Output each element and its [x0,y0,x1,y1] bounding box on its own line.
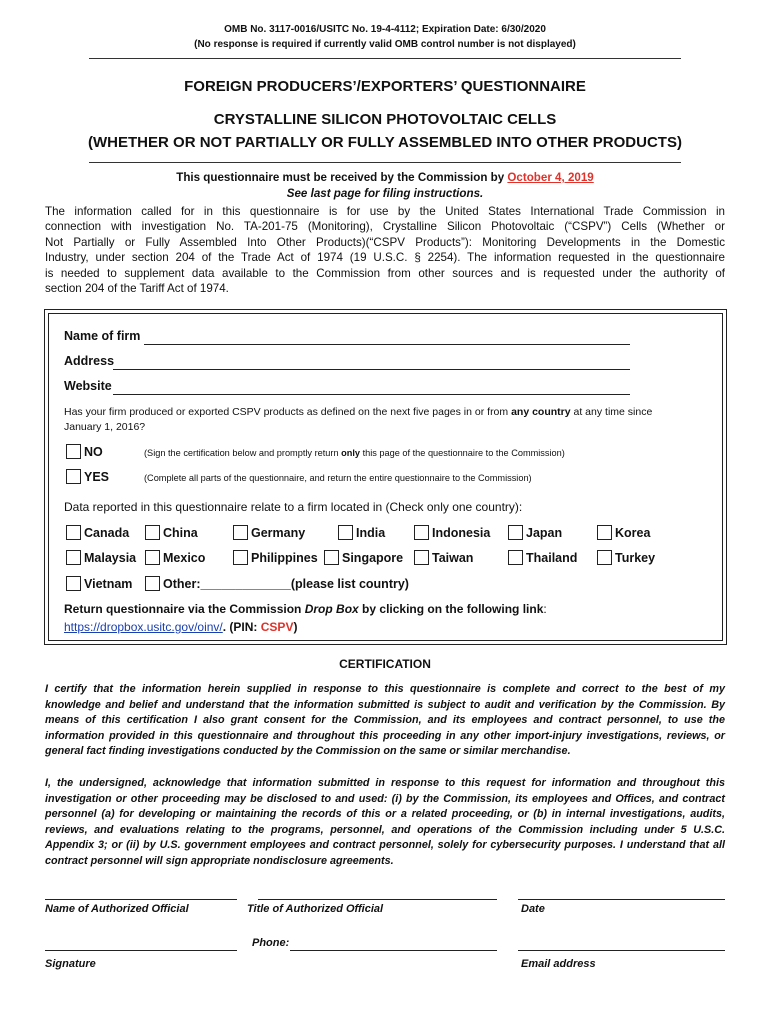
country-checkbox-thailand[interactable] [508,550,523,565]
no-instruction: (Sign the certification below and promptly return only this page of the questionnaire to the Commission) [144,448,565,458]
dropbox-link[interactable]: https://dropbox.usitc.gov/oinv/ [64,620,223,634]
official-name-label: Name of Authorized Official [45,903,189,915]
product-subtitle: (WHETHER OR NOT PARTIALLY OR FULLY ASSEMBLED INTO OTHER PRODUCTS) [88,134,682,151]
yes-checkbox[interactable] [66,469,81,484]
address-field[interactable] [113,369,630,370]
country-label: Taiwan [432,551,474,565]
phone-label: Phone: [252,937,290,949]
signature-line[interactable] [45,950,237,951]
certification-heading: CERTIFICATION [339,657,431,671]
product-title: CRYSTALLINE SILICON PHOTOVOLTAIC CELLS [213,111,557,128]
certification-paragraph-1 [45,682,725,760]
cert-line: personnel (a) for developing or maintaining the records of this or a related proceeding, or (b) in internal investigations, audits, [45,808,725,821]
country-checkbox-germany[interactable] [233,525,248,540]
country-checkbox-philippines[interactable] [233,550,248,565]
country-checkbox-singapore[interactable] [324,550,339,565]
website-field[interactable] [113,394,630,395]
page-title: FOREIGN PRODUCERS’/EXPORTERS’ QUESTIONNAIRE [184,78,586,95]
yes-label: YES [84,470,110,484]
intro-line: Industry, under section 204 of the Trade Act of 1974 (19 U.S.C. § 2254). The information requested in the questionnaire [45,251,725,265]
intro-line: The information called for in this questionnaire is for use by the United States International Trade Commission in [45,205,725,218]
date-line[interactable] [518,899,725,900]
no-checkbox[interactable] [66,444,81,459]
omb-line: OMB No. 3117-0016/USITC No. 19-4-4112; Expiration Date: 6/30/2020 [224,24,546,35]
address-label: Address [64,354,115,368]
website-label: Website [64,379,112,393]
other-country-label: Other:_____________(please list country) [163,577,409,591]
country-label: Japan [526,526,563,540]
country-checkbox-indonesia[interactable] [414,525,429,540]
signature-label: Signature [45,958,96,970]
return-instructions: Return questionnaire via the Commission Drop Box by clicking on the following link: [64,602,547,616]
date-label: Date [521,903,545,915]
cert-line: reviews, and evaluations relating to the programs, personnel, and operations of the Commission including under 5 U.S.C. [45,823,725,836]
country-label: Thailand [526,551,578,565]
official-name-line[interactable] [45,899,237,900]
official-title-label: Title of Authorized Official [247,903,384,915]
title-divider [89,162,681,163]
deadline-line [0,171,770,184]
phone-line[interactable] [290,950,497,951]
intro-line: section 204 of the Tariff Act of 1974. [45,282,229,296]
cert-line: Appendix 3; or (ii) by U.S. government employees and contract personnel, solely for cybersecurity purposes. I understand that all [45,839,725,852]
country-checkbox-vietnam[interactable] [66,576,81,591]
yes-instruction: (Complete all parts of the questionnaire, and return the entire questionnaire to the Commission) [144,473,532,483]
country-label: Vietnam [84,577,133,591]
return-link-line: https://dropbox.usitc.gov/oinv/. (PIN: CSPV) [64,620,298,634]
cert-line: knowledge and belief and understand that the information submitted is subject to audit and verification by the Commission. By [45,698,725,711]
filing-instructions: See last page for filing instructions. [286,187,484,200]
country-label: Indonesia [432,526,491,540]
email-label: Email address [521,958,596,970]
no-label: NO [84,445,103,459]
country-checkbox-canada[interactable] [66,525,81,540]
country-label: Canada [84,526,130,540]
firm-name-field[interactable] [144,344,630,345]
cert-line: information provided in this questionnaire and throughout this proceeding in any other import-injury investigations, reviews, or [45,729,725,742]
country-label: Malaysia [84,551,137,565]
cert-line: contract personnel will sign appropriate nondisclosure agreements. [45,854,394,867]
country-label: Germany [251,526,306,540]
cert-line: general fact finding investigations conducted by the Commission on the same or similar merchandise. [45,745,571,758]
deadline-prefix: This questionnaire must be received by the Commission by [176,171,508,184]
cert-line: I, the undersigned, acknowledge that information submitted in response to this request for information and throughout this [45,777,725,789]
official-title-line[interactable] [258,899,497,900]
country-question: Data reported in this questionnaire relate to a firm located in (Check only one country): [64,500,523,514]
intro-line: is needed to supplement data available to the Commission from other sources and is requested under the authority of [45,266,725,280]
country-label: Korea [615,526,651,540]
intro-line: Not Partially or Fully Assembled Into Other Products)(“CSPV Products”): Monitoring Developments in the Domestic [45,235,725,249]
country-checkbox-japan[interactable] [508,525,523,540]
pin-code: CSPV [260,620,294,634]
country-label: India [356,526,386,540]
certification-paragraph-2 [45,776,725,870]
country-label: Singapore [342,551,404,565]
country-checkbox-taiwan[interactable] [414,550,429,565]
intro-line: connection with investigation No. TA-201-75 (Monitoring), Crystalline Silicon Photovoltaic (“CSPV”) Cells (Whether or [45,220,725,234]
country-checkbox-india[interactable] [338,525,353,540]
country-checkbox-korea[interactable] [597,525,612,540]
country-checkbox-mexico[interactable] [145,550,160,565]
country-label: Mexico [163,551,206,565]
country-checkbox-other[interactable] [145,576,160,591]
country-label: China [163,526,198,540]
country-label: Turkey [615,551,656,565]
country-label: Philippines [251,551,318,565]
cert-line: I certify that the information herein supplied in response to this questionnaire is complete and correct to the best of my [45,683,725,695]
production-question: Has your firm produced or exported CSPV products as defined on the next five pages in or from any country at any time since January 1, 2016? [64,406,653,433]
cert-line: investigation or other proceeding may be disclosed to and used: (i) by the Commission, its employees and Offices, and contract [45,792,725,805]
header-divider [89,58,681,59]
email-line[interactable] [518,950,725,951]
deadline-date: October 4, 2019 [507,171,594,184]
intro-paragraph [45,204,725,296]
country-checkbox-turkey[interactable] [597,550,612,565]
omb-note: (No response is required if currently valid OMB control number is not displayed) [194,39,576,50]
country-checkbox-china[interactable] [145,525,160,540]
country-checkbox-malaysia[interactable] [66,550,81,565]
cert-line: means of this certification I also grant consent for the Commission, and its employees and contract personnel, to use the [45,714,725,727]
firm-name-label: Name of firm [64,329,141,343]
